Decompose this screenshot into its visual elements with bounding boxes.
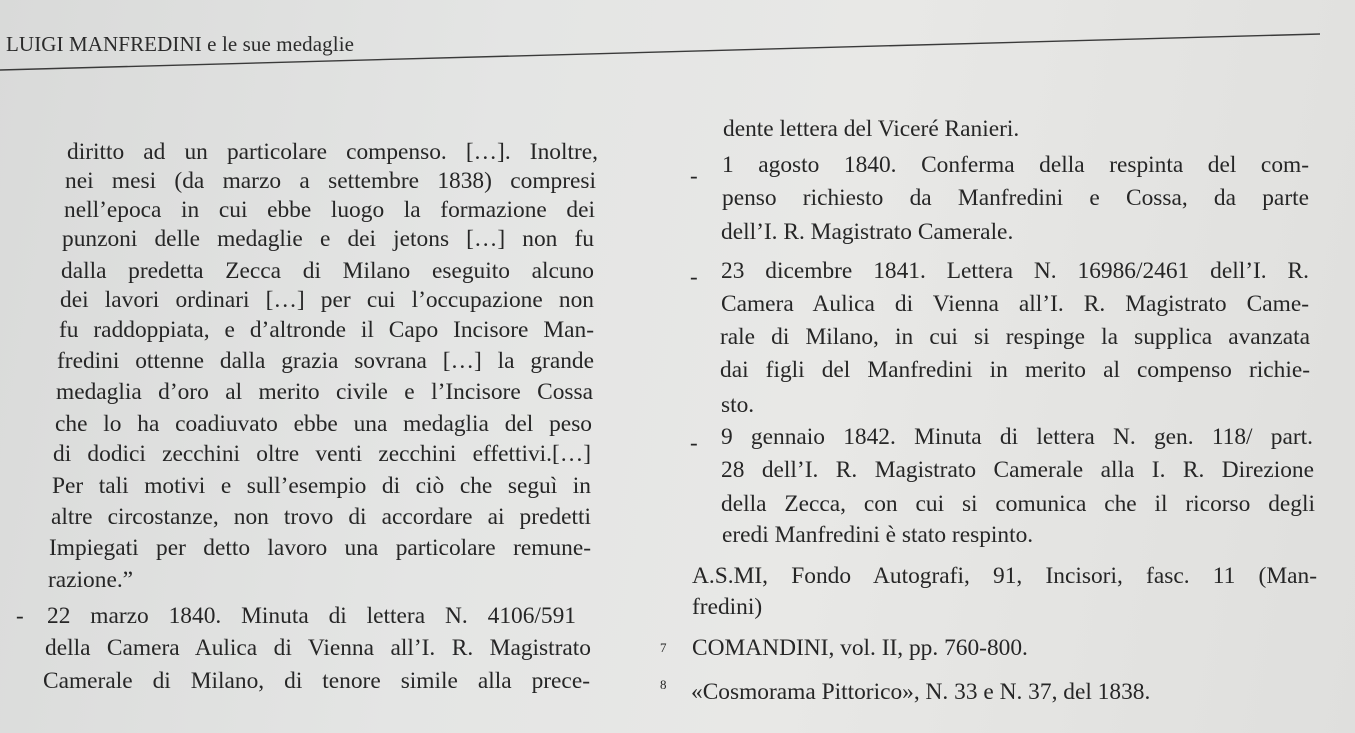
list-dash: - — [16, 603, 24, 628]
list-dash: - — [690, 430, 698, 455]
right-item-line: 23 dicembre 1841. Lettera N. 16986/2461 dell’I. R. — [721, 258, 1309, 284]
left-line: diritto ad un particolare compenso. […]. Inoltre, — [67, 139, 598, 165]
left-line: medaglia d’oro al merito civile e l’Incisore Cossa — [56, 379, 593, 405]
footnote-number: 8 — [660, 677, 667, 692]
left-line: punzoni delle medaglie e dei jetons […] non fu — [62, 226, 594, 252]
right-item-line: sto. — [721, 392, 755, 418]
left-line: di dodici zecchini oltre venti zecchini effettivi.[…] — [53, 441, 591, 467]
footnote-text: COMANDINI, vol. II, pp. 760-800. — [692, 635, 1028, 661]
left-line: fredini ottenne dalla grazia sovrana […] la grande — [57, 348, 594, 374]
right-item-line: 28 dell’I. R. Magistrato Camerale alla I. R. Direzione — [721, 457, 1314, 483]
footnote-text: «Cosmorama Pittorico», N. 33 e N. 37, del 1838. — [691, 679, 1151, 705]
left-item-line: Camerale di Milano, di tenore simile alla prece- — [43, 668, 590, 694]
left-line: Impiegati per detto lavoro una particolare remune- — [49, 535, 591, 561]
left-line: dei lavori ordinari […] per cui l’occupazione non — [60, 287, 594, 313]
left-line: nei mesi (da marzo a settembre 1838) compresi — [65, 168, 596, 194]
running-title: LUIGI MANFREDINI e le sue medaglie — [6, 32, 355, 56]
right-item-line: eredi Manfredini è stato respinto. — [722, 522, 1034, 548]
left-line: Per tali motivi e sull’esempio di ciò che seguì in — [52, 473, 591, 499]
source-line: A.S.MI, Fondo Autografi, 91, Incisori, fasc. 11 (Man- — [692, 563, 1317, 589]
left-line: altre circostanze, non trovo di accordare ai predetti — [51, 504, 591, 530]
right-item-line: rale di Milano, in cui si respinge la supplica avanzata — [720, 324, 1310, 350]
footnote-number: 7 — [660, 640, 667, 655]
right-item-line: 1 agosto 1840. Conferma della respinta del com- — [722, 152, 1309, 178]
left-line: che lo ha coadiuvato ebbe una medaglia del peso — [55, 411, 592, 437]
source-line: fredini) — [692, 594, 763, 620]
right-item-line: dell’I. R. Magistrato Camerale. — [721, 219, 1014, 245]
right-item-line: 9 gennaio 1842. Minuta di lettera N. gen. 118/ part. — [721, 424, 1313, 450]
header-rule — [0, 33, 1330, 73]
left-line: fu raddoppiata, e d’altronde il Capo Incisore Man- — [59, 317, 594, 343]
right-item-line: della Zecca, con cui si comunica che il ricorso degli — [721, 491, 1315, 517]
left-line: nell’epoca in cui ebbe luogo la formazione dei — [64, 197, 595, 223]
left-item-line: 22 marzo 1840. Minuta di lettera N. 4106/591 — [47, 603, 576, 629]
left-item-line: della Camera Aulica di Vienna all’I. R. Magistrato — [45, 635, 591, 661]
left-line: dalla predetta Zecca di Milano eseguito alcuno — [61, 258, 594, 284]
left-line: razione.” — [48, 567, 134, 593]
right-item-line: Camera Aulica di Vienna all’I. R. Magistrato Came- — [721, 291, 1309, 317]
list-dash: - — [690, 163, 698, 188]
right-item-line: penso richiesto da Manfredini e Cossa, da parte — [722, 185, 1309, 211]
list-dash: - — [690, 264, 698, 289]
right-line: dente lettera del Viceré Ranieri. — [723, 116, 1020, 142]
right-item-line: dai figli del Manfredini in merito al compenso richie- — [720, 357, 1310, 383]
